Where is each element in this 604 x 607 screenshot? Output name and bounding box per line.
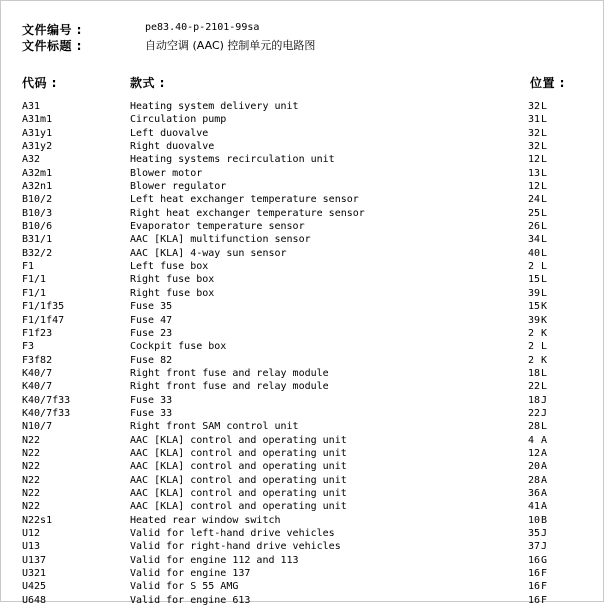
component-position-letter: B bbox=[541, 514, 548, 526]
component-code: N22 bbox=[22, 447, 41, 459]
component-description: Heating systems recirculation unit bbox=[130, 154, 335, 166]
component-position-number: 32 bbox=[528, 101, 541, 112]
component-description: Fuse 33 bbox=[130, 407, 173, 419]
table-row bbox=[0, 367, 604, 380]
table-row bbox=[0, 340, 604, 353]
column-header-description: 款式 : bbox=[130, 76, 165, 90]
component-position-number: 2 bbox=[528, 261, 535, 273]
component-description: Valid for S 55 AMG bbox=[130, 581, 239, 593]
column-header-code: 代码 : bbox=[22, 76, 57, 90]
component-code: N22s1 bbox=[22, 514, 53, 526]
component-code: B10/3 bbox=[22, 207, 53, 219]
component-position-number: 12 bbox=[528, 447, 541, 459]
component-description: Right front SAM control unit bbox=[130, 421, 299, 433]
component-code: N10/7 bbox=[22, 421, 53, 433]
component-position-number: 12 bbox=[528, 154, 541, 166]
component-description: AAC [KLA] control and operating unit bbox=[130, 434, 347, 446]
component-description: AAC [KLA] control and operating unit bbox=[130, 501, 347, 513]
component-position-number: 28 bbox=[528, 421, 541, 433]
component-position-letter: A bbox=[541, 434, 548, 446]
component-position-number: 18 bbox=[528, 394, 541, 406]
component-position-number: 22 bbox=[528, 407, 541, 419]
table-row bbox=[0, 127, 604, 140]
component-position-letter: K bbox=[541, 354, 548, 366]
component-position-letter: K bbox=[541, 314, 548, 326]
component-position-letter: L bbox=[541, 367, 548, 379]
component-position-number: 15 bbox=[528, 274, 541, 286]
component-description: Fuse 23 bbox=[130, 327, 173, 339]
component-position-number: 2 bbox=[528, 354, 535, 366]
table-row bbox=[0, 380, 604, 393]
table-column-headers bbox=[0, 74, 604, 88]
component-position-number: 2 bbox=[528, 341, 535, 353]
component-description: Heated rear window switch bbox=[130, 514, 281, 526]
component-description: Evaporator temperature sensor bbox=[130, 221, 305, 233]
table-row bbox=[0, 554, 604, 567]
component-code: U425 bbox=[22, 581, 47, 593]
component-description: Right fuse box bbox=[130, 287, 215, 299]
component-code: A32n1 bbox=[22, 181, 53, 193]
component-position-letter: J bbox=[541, 407, 548, 419]
component-table bbox=[0, 100, 604, 607]
component-description: Left fuse box bbox=[130, 261, 209, 273]
component-code: K40/7f33 bbox=[22, 394, 71, 406]
component-position-letter: A bbox=[541, 501, 548, 513]
component-description: Fuse 47 bbox=[130, 314, 173, 326]
component-description: Right front fuse and relay module bbox=[130, 367, 329, 379]
component-position-letter: A bbox=[541, 487, 548, 499]
table-row bbox=[0, 167, 604, 180]
component-description: Valid for right-hand drive vehicles bbox=[130, 541, 341, 553]
component-position-letter: L bbox=[541, 274, 548, 286]
table-row bbox=[0, 580, 604, 593]
component-description: Right heat exchanger temperature sensor bbox=[130, 207, 365, 219]
component-description: Right front fuse and relay module bbox=[130, 381, 329, 393]
component-description: AAC [KLA] control and operating unit bbox=[130, 487, 347, 499]
component-position-letter: L bbox=[541, 247, 548, 259]
component-position-number: 34 bbox=[528, 234, 541, 246]
component-position-letter: L bbox=[541, 127, 548, 139]
component-position-letter: F bbox=[541, 594, 548, 606]
component-position-letter: L bbox=[541, 167, 548, 179]
component-code: B31/1 bbox=[22, 234, 53, 246]
component-position-number: 32 bbox=[528, 127, 541, 139]
table-row bbox=[0, 233, 604, 246]
table-row bbox=[0, 273, 604, 286]
component-code: N22 bbox=[22, 474, 41, 486]
table-row bbox=[0, 447, 604, 460]
table-row bbox=[0, 514, 604, 527]
component-position-letter: A bbox=[541, 447, 548, 459]
component-code: F1/1 bbox=[22, 287, 47, 299]
table-row bbox=[0, 153, 604, 166]
component-position-number: 2 bbox=[528, 327, 535, 339]
doc-title-value: 自动空调 (AAC) 控制单元的电路图 bbox=[145, 39, 316, 52]
component-position-number: 31 bbox=[528, 114, 541, 126]
table-row bbox=[0, 207, 604, 220]
component-position-number: 26 bbox=[528, 221, 541, 233]
component-code: F1 bbox=[22, 261, 35, 273]
component-position-number: 18 bbox=[528, 367, 541, 379]
component-description: Valid for engine 613 bbox=[130, 594, 251, 606]
component-position-number: 41 bbox=[528, 501, 541, 513]
component-description: Right fuse box bbox=[130, 274, 215, 286]
component-position-number: 16 bbox=[528, 568, 541, 580]
table-row bbox=[0, 247, 604, 260]
component-code: F1/1f35 bbox=[22, 301, 65, 313]
doc-number-label: 文件编号 : bbox=[22, 23, 82, 37]
table-row bbox=[0, 500, 604, 513]
table-row bbox=[0, 540, 604, 553]
component-code: F1/1 bbox=[22, 274, 47, 286]
table-row bbox=[0, 260, 604, 273]
component-description: AAC [KLA] 4-way sun sensor bbox=[130, 247, 287, 259]
component-position-letter: L bbox=[541, 381, 548, 393]
component-code: N22 bbox=[22, 461, 41, 473]
component-description: AAC [KLA] control and operating unit bbox=[130, 461, 347, 473]
component-position-number: 37 bbox=[528, 541, 541, 553]
doc-number-value: pe83.40-p-2101-99sa bbox=[145, 22, 260, 33]
component-position-number: 40 bbox=[528, 247, 541, 259]
table-row bbox=[0, 594, 604, 607]
table-row bbox=[0, 220, 604, 233]
component-position-number: 4 bbox=[528, 434, 535, 446]
table-row bbox=[0, 327, 604, 340]
component-position-number: 20 bbox=[528, 461, 541, 473]
component-code: N22 bbox=[22, 501, 41, 513]
table-row bbox=[0, 180, 604, 193]
component-position-letter: A bbox=[541, 474, 548, 486]
component-code: F1f23 bbox=[22, 327, 53, 339]
component-description: AAC [KLA] control and operating unit bbox=[130, 474, 347, 486]
component-position-letter: L bbox=[541, 421, 548, 433]
component-position-letter: J bbox=[541, 541, 548, 553]
component-description: AAC [KLA] multifunction sensor bbox=[130, 234, 311, 246]
component-position-number: 36 bbox=[528, 487, 541, 499]
component-description: Fuse 33 bbox=[130, 394, 173, 406]
component-description: Left duovalve bbox=[130, 127, 209, 139]
table-row bbox=[0, 407, 604, 420]
component-position-letter: L bbox=[541, 141, 548, 153]
component-position-letter: L bbox=[541, 154, 548, 166]
component-description: Heating system delivery unit bbox=[130, 101, 299, 112]
component-code: B32/2 bbox=[22, 247, 53, 259]
component-position-letter: L bbox=[541, 194, 548, 206]
component-position-letter: L bbox=[541, 207, 548, 219]
table-row bbox=[0, 113, 604, 126]
component-description: Right duovalve bbox=[130, 141, 215, 153]
component-position-letter: L bbox=[541, 341, 548, 353]
component-position-number: 24 bbox=[528, 194, 541, 206]
component-code: N22 bbox=[22, 434, 41, 446]
component-code: U321 bbox=[22, 568, 47, 580]
component-description: AAC [KLA] control and operating unit bbox=[130, 447, 347, 459]
component-position-number: 22 bbox=[528, 381, 541, 393]
component-code: F1/1f47 bbox=[22, 314, 65, 326]
component-position-number: 35 bbox=[528, 528, 541, 539]
component-description: Cockpit fuse box bbox=[130, 341, 227, 353]
component-position-number: 12 bbox=[528, 181, 541, 193]
component-code: N22 bbox=[22, 487, 41, 499]
component-code: B10/6 bbox=[22, 221, 53, 233]
component-description: Blower regulator bbox=[130, 181, 227, 193]
component-position-letter: F bbox=[541, 581, 548, 593]
component-position-letter: K bbox=[541, 301, 548, 313]
table-row bbox=[0, 300, 604, 313]
table-row bbox=[0, 354, 604, 367]
component-position-number: 32 bbox=[528, 141, 541, 153]
component-code: A31m1 bbox=[22, 114, 53, 126]
component-position-letter: L bbox=[541, 221, 548, 233]
component-position-number: 16 bbox=[528, 554, 541, 566]
component-position-letter: L bbox=[541, 101, 548, 112]
component-position-letter: L bbox=[541, 234, 548, 246]
component-position-letter: A bbox=[541, 461, 548, 473]
doc-title-label: 文件标题 : bbox=[22, 39, 82, 53]
table-row bbox=[0, 394, 604, 407]
component-position-letter: L bbox=[541, 261, 548, 273]
table-row bbox=[0, 287, 604, 300]
component-description: Blower motor bbox=[130, 167, 203, 179]
component-position-letter: L bbox=[541, 287, 548, 299]
component-position-letter: J bbox=[541, 394, 548, 406]
table-row bbox=[0, 527, 604, 540]
table-row bbox=[0, 140, 604, 153]
table-row bbox=[0, 567, 604, 580]
table-row bbox=[0, 460, 604, 473]
table-row bbox=[0, 420, 604, 433]
table-row bbox=[0, 314, 604, 327]
component-code: K40/7f33 bbox=[22, 407, 71, 419]
component-position-letter: J bbox=[541, 528, 548, 539]
component-position-number: 25 bbox=[528, 207, 541, 219]
component-description: Fuse 82 bbox=[130, 354, 173, 366]
component-code: U13 bbox=[22, 541, 41, 553]
table-row bbox=[0, 193, 604, 206]
component-position-number: 10 bbox=[528, 514, 541, 526]
component-code: U648 bbox=[22, 594, 47, 606]
component-position-number: 13 bbox=[528, 167, 541, 179]
component-code: A31 bbox=[22, 101, 41, 112]
component-description: Left heat exchanger temperature sensor bbox=[130, 194, 359, 206]
component-code: K40/7 bbox=[22, 381, 53, 393]
component-code: F3f82 bbox=[22, 354, 53, 366]
component-code: A31y2 bbox=[22, 141, 53, 153]
component-position-letter: F bbox=[541, 568, 548, 580]
table-row bbox=[0, 487, 604, 500]
component-position-number: 16 bbox=[528, 594, 541, 606]
component-position-number: 39 bbox=[528, 287, 541, 299]
component-position-number: 39 bbox=[528, 314, 541, 326]
component-code: A32 bbox=[22, 154, 41, 166]
component-position-letter: L bbox=[541, 114, 548, 126]
component-description: Circulation pump bbox=[130, 114, 227, 126]
component-position-letter: L bbox=[541, 181, 548, 193]
component-position-letter: G bbox=[541, 554, 548, 566]
component-position-number: 15 bbox=[528, 301, 541, 313]
component-position-number: 16 bbox=[528, 581, 541, 593]
component-code: B10/2 bbox=[22, 194, 53, 206]
component-position-number: 28 bbox=[528, 474, 541, 486]
table-row bbox=[0, 434, 604, 447]
column-header-position: 位置 : bbox=[530, 76, 565, 90]
component-description: Valid for engine 137 bbox=[130, 568, 251, 580]
component-code: A32m1 bbox=[22, 167, 53, 179]
table-row bbox=[0, 100, 604, 113]
component-code: U12 bbox=[22, 528, 41, 539]
table-row bbox=[0, 474, 604, 487]
component-code: K40/7 bbox=[22, 367, 53, 379]
component-code: U137 bbox=[22, 554, 47, 566]
component-description: Fuse 35 bbox=[130, 301, 173, 313]
component-position-letter: K bbox=[541, 327, 548, 339]
component-description: Valid for engine 112 and 113 bbox=[130, 554, 299, 566]
component-description: Valid for left-hand drive vehicles bbox=[130, 528, 335, 539]
component-code: F3 bbox=[22, 341, 35, 353]
component-code: A31y1 bbox=[22, 127, 53, 139]
